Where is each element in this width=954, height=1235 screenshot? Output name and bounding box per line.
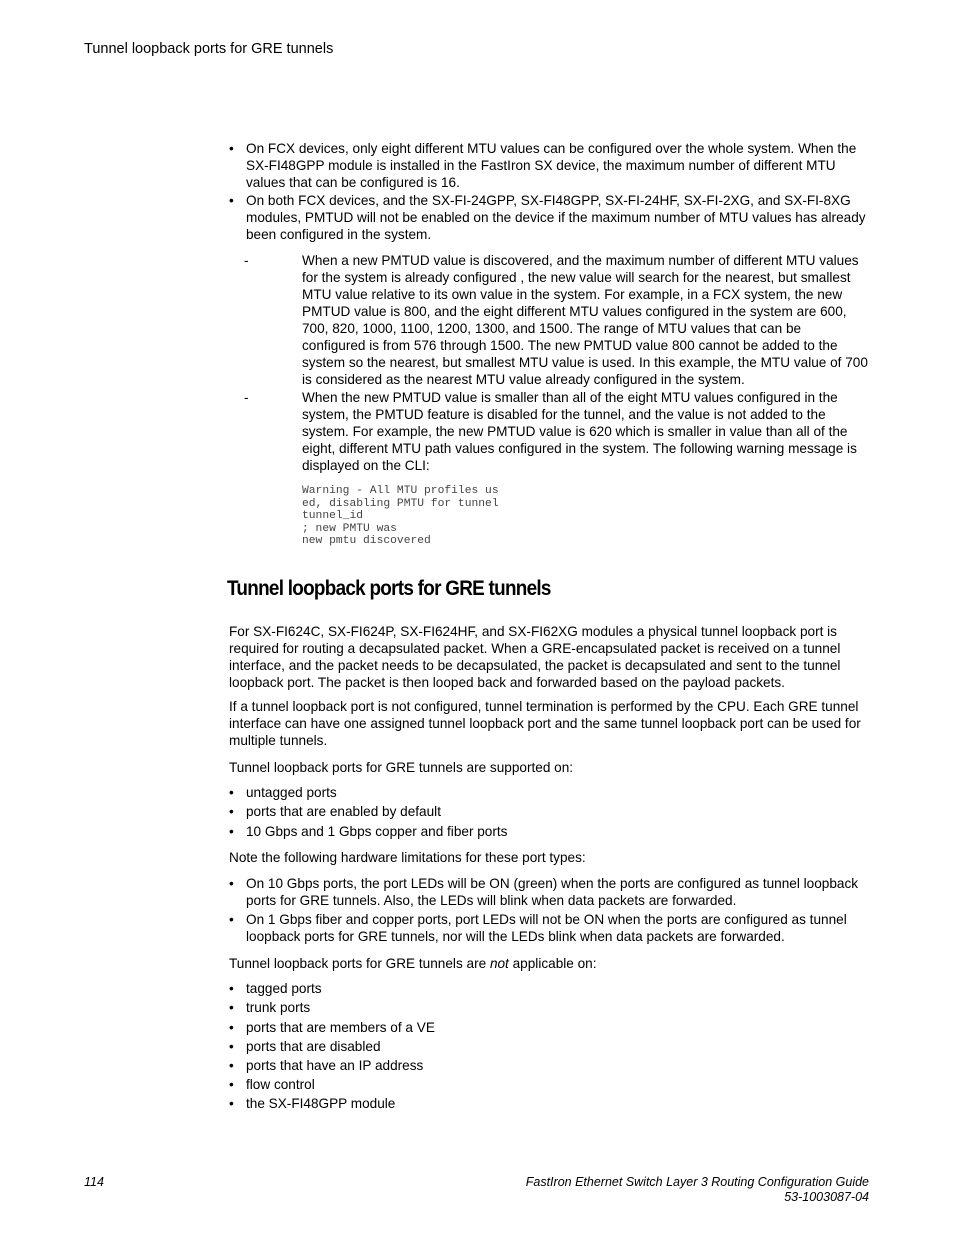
- paragraph: If a tunnel loopback port is not configured, tunnel termination is performed by the CPU. Each GRE tunnel interface can have one assigned tunnel loopback port and the same tunnel loopback port can be used for multiple tunnels.: [229, 699, 861, 748]
- paragraph: Note the following hardware limitations for these port types:: [229, 850, 586, 865]
- bullet-text: 10 Gbps and 1 Gbps copper and fiber ports: [246, 824, 508, 839]
- sub-item-text: When a new PMTUD value is discovered, and the maximum number of different MTU values for the system is already configured , the new value will search for the nearest, but smallest MTU value relative to its own value in the system. For example, in a FCX system, the new PMTUD value is 800, and the eight different MTU values configured in the system are 600, 700, 820, 1000, 1100, 1200, 1300, and 1500. The range of MTU values that can be configured is from 576 through 1500. The new PMTUD value 800 cannot be added to the system so the nearest, but smallest MTU value is used. In this example, the MTU value of 700 is considered as the nearest MTU value already configured in the system.: [302, 253, 868, 387]
- bullet-marker: •: [229, 1020, 234, 1035]
- bullet-marker: •: [229, 141, 234, 156]
- guide-title: FastIron Ethernet Switch Layer 3 Routing Configuration Guide: [525, 1175, 869, 1189]
- list-item: [229, 140, 869, 192]
- bullet-marker: •: [229, 193, 234, 208]
- cli-warning-code: Warning - All MTU profiles us ed, disabling PMTU for tunnel tunnel_id ; new PMTU was new pmtu discovered: [302, 485, 499, 548]
- sub-item-text: When the new PMTUD value is smaller than all of the eight MTU values configured in the system, the PMTUD feature is disabled for the tunnel, and the value is not added to the system. For example, the new PMTUD value is 620 which is smaller in value than all of the eight, different MTU path values configured in the system. The following warning message is displayed on the CLI:: [302, 390, 857, 473]
- list-item: [229, 192, 869, 244]
- bullet-text: On both FCX devices, and the SX-FI-24GPP, SX-FI48GPP, SX-FI-24HF, SX-FI-2XG, and SX-FI-8XG modules, PMTUD will not be enabled on the device if the maximum number of MTU values has already been configured in the system.: [246, 193, 866, 242]
- running-header: Tunnel loopback ports for GRE tunnels: [84, 41, 334, 57]
- bullet-text: trunk ports: [246, 1000, 311, 1015]
- bullet-text: the SX-FI48GPP module: [246, 1096, 396, 1111]
- bullet-text: ports that are enabled by default: [246, 804, 441, 819]
- paragraph: For SX-FI624C, SX-FI624P, SX-FI624HF, and SX-FI62XG modules a physical tunnel loopback port is required for routing a decapsulated packet. When a GRE-encapsulated packet is received on a tunnel interface, and the packet needs to be decapsulated, the packet is decapsulated and sent to the tunnel loopback port. The packet is then looped back and forwarded based on the payload packets.: [229, 624, 841, 690]
- bullet-marker: •: [229, 1096, 234, 1111]
- bullet-text: ports that are members of a VE: [246, 1020, 435, 1035]
- bullet-marker: •: [229, 1058, 234, 1073]
- intro-text: Tunnel loopback ports for GRE tunnels are: [229, 956, 490, 971]
- paragraph: Tunnel loopback ports for GRE tunnels are supported on:: [229, 760, 574, 775]
- page-number: 114: [84, 1175, 104, 1189]
- bullet-text: ports that have an IP address: [246, 1058, 424, 1073]
- bullet-marker: •: [229, 876, 234, 891]
- dash-marker: -: [244, 390, 249, 405]
- bullet-text: On 1 Gbps fiber and copper ports, port LEDs will not be ON when the ports are configured as tunnel loopback ports for GRE tunnels, nor will the LEDs blink when data packets are forwarded.: [246, 912, 847, 944]
- bullet-marker: •: [229, 785, 234, 800]
- intro-text: applicable on:: [508, 956, 597, 971]
- bullet-text: flow control: [246, 1077, 315, 1092]
- bullet-marker: •: [229, 824, 234, 839]
- bullet-text: ports that are disabled: [246, 1039, 381, 1054]
- section-heading: Tunnel loopback ports for GRE tunnels: [227, 577, 551, 600]
- bullet-text: On 10 Gbps ports, the port LEDs will be ON (green) when the ports are configured as tunnel loopback ports for GRE tunnels. Also, the LEDs will blink when data packets are forwarded.: [246, 876, 859, 908]
- bullet-marker: •: [229, 981, 234, 996]
- paragraph: [229, 955, 869, 972]
- bullet-marker: •: [229, 804, 234, 819]
- bullet-marker: •: [229, 1039, 234, 1054]
- bullet-text: untagged ports: [246, 785, 337, 800]
- document-number: 53-1003087-04: [784, 1190, 869, 1204]
- bullet-text: On FCX devices, only eight different MTU values can be configured over the whole system. When the SX-FI48GPP module is installed in the FastIron SX device, the maximum number of different MTU values that can be configured is 16.: [246, 141, 857, 190]
- emphasis-not: not: [489, 956, 509, 971]
- bullet-marker: •: [229, 1077, 234, 1092]
- bullet-marker: •: [229, 912, 234, 927]
- dash-marker: -: [244, 253, 249, 268]
- bullet-text: tagged ports: [246, 981, 322, 996]
- bullet-marker: •: [229, 1000, 234, 1015]
